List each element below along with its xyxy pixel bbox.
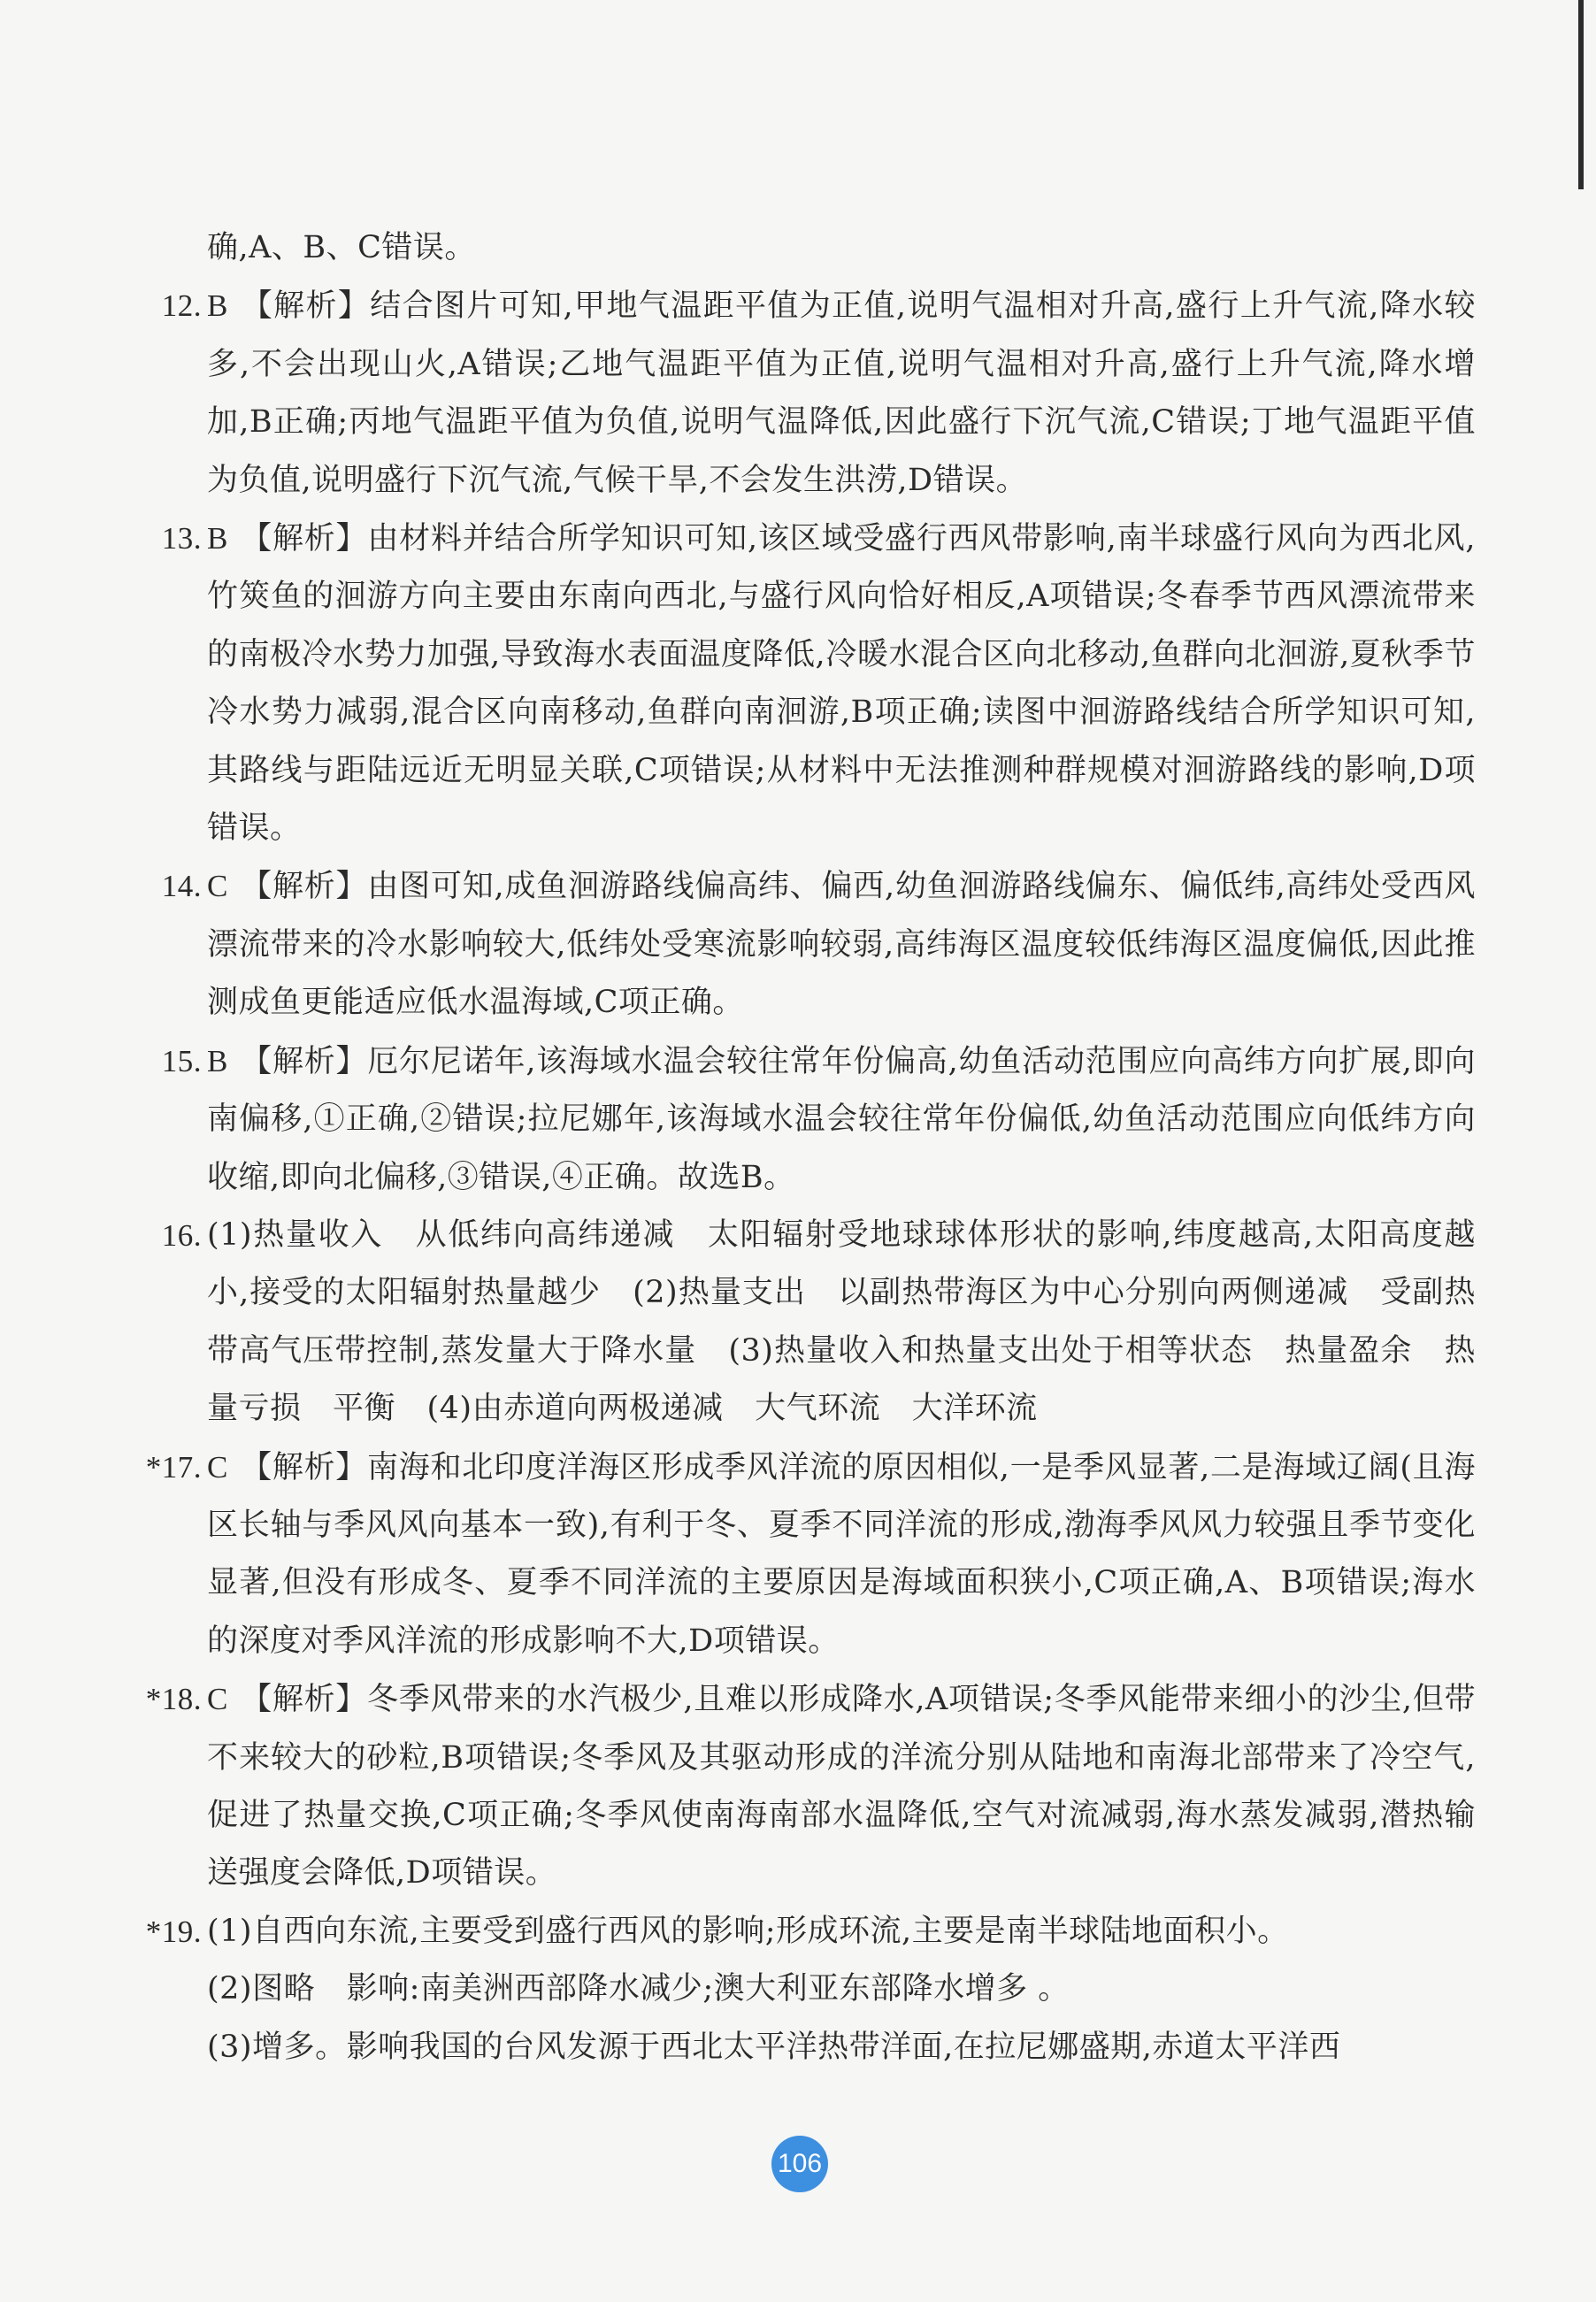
answer-content xyxy=(131,219,1476,2076)
item-explanation: 【解析】由图可知,成鱼洄游路线偏高纬、偏西,幼鱼洄游路线偏东、偏低纬,高纬处受西风漂流带来的冷水影响较大,低纬处受寒流影响较弱,高纬海区温度较低纬海区温度偏低,因此推测成鱼更能适应低水温海域,C项正确。 xyxy=(207,869,1476,1021)
item-explanation: 【解析】冬季风带来的水汽极少,且难以形成降水,A项错误;冬季风能带来细小的沙尘,但带不来较大的砂粒,B项错误;冬季风及其驱动形成的洋流分别从陆地和南海北部带来了冷空气,促进了热量交换,C项正确;冬季风使南海南部水温降低,空气对流减弱,海水蒸发减弱,潜热输送强度会降低,D项错误。 xyxy=(207,1682,1476,1891)
item-sub-part-2: (2)图略 影响:南美洲西部降水减少;澳大利亚东部降水增多 。 xyxy=(207,1971,1070,2007)
answer-item-14 xyxy=(131,857,1476,1032)
item-number: 14. xyxy=(161,869,202,904)
item-number: *18. xyxy=(145,1682,202,1717)
answer-item-19 xyxy=(131,1903,1476,2076)
page-number-badge: 106 xyxy=(771,2136,828,2192)
item-number: *17. xyxy=(145,1449,202,1485)
answer-item-12 xyxy=(131,277,1476,510)
item-number: 13. xyxy=(161,521,202,556)
item-sub-part-3: (3)增多。影响我国的台风发源于西北太平洋热带洋面,在拉尼娜盛期,赤道太平洋西 xyxy=(207,2029,1341,2065)
item-number: 16. xyxy=(161,1217,202,1253)
page-edge-line xyxy=(1578,0,1584,189)
carry-over-line xyxy=(131,219,1476,277)
item-answer: C xyxy=(207,1682,228,1717)
answer-item-17 xyxy=(131,1439,1476,1671)
answer-item-16 xyxy=(131,1207,1476,1439)
item-explanation: 【解析】由材料并结合所学知识可知,该区域受盛行西风带影响,南半球盛行风向为西北风,竹筴鱼的洄游方向主要由东南向西北,与盛行风向恰好相反,A项错误;冬春季节西风漂流带来的南极冷水势力加强,导致海水表面温度降低,冷暖水混合区向北移动,鱼群向北洄游,夏秋季节冷水势力减弱,混合区向南移动,鱼群向南洄游,B项正确;读图中洄游路线结合所学知识可知,其路线与距陆远近无明显关联,C项错误;从材料中无法推测种群规模对洄游路线的影响,D项错误。 xyxy=(207,521,1476,847)
item-answer: C xyxy=(207,1449,228,1485)
carry-over-text: 确,A、B、C错误。 xyxy=(207,230,476,265)
answer-item-18 xyxy=(131,1670,1476,1903)
item-explanation: 【解析】结合图片可知,甲地气温距平值为正值,说明气温相对升高,盛行上升气流,降水较多,不会出现山火,A错误;乙地气温距平值为正值,说明气温相对升高,盛行上升气流,降水增加,B正确;丙地气温距平值为负值,说明气温降低,因此盛行下沉气流,C错误;丁地气温距平值为负值,说明盛行下沉气流,气候干旱,不会发生洪涝,D错误。 xyxy=(207,288,1476,498)
item-explanation: 【解析】南海和北印度洋海区形成季风洋流的原因相似,一是季风显著,二是海域辽阔(且海区长轴与季风风向基本一致),有利于冬、夏季不同洋流的形成,渤海季风风力较强且季节变化显著,但没有形成冬、夏季不同洋流的主要原因是海域面积狭小,C项正确,A、B项错误;海水的深度对季风洋流的形成影响不大,D项错误。 xyxy=(207,1449,1476,1659)
answer-item-15 xyxy=(131,1032,1476,1207)
item-answer: B xyxy=(207,1043,228,1078)
item-answer: B xyxy=(207,521,228,556)
item-answer: C xyxy=(207,869,228,904)
item-explanation: (1)热量收入 从低纬向高纬递减 太阳辐射受地球球体形状的影响,纬度越高,太阳高度越小,接受的太阳辐射热量越少 (2)热量支出 以副热带海区为中心分别向两侧递减 受副热带高气压带控制,蒸发量大于降水量 (3)热量收入和热量支出处于相等状态 热量盈余 热量亏损 平衡 (4)由赤道向两极递减 大气环流 大洋环流 xyxy=(207,1216,1476,1427)
item-number: 12. xyxy=(161,288,202,324)
item-answer: B xyxy=(207,288,228,324)
item-explanation: 【解析】厄尔尼诺年,该海域水温会较往常年份偏高,幼鱼活动范围应向高纬方向扩展,即向南偏移,①正确,②错误;拉尼娜年,该海域水温会较往常年份偏低,幼鱼活动范围应向低纬方向收缩,即向北偏移,③错误,④正确。故选B。 xyxy=(207,1043,1476,1195)
item-explanation: (1)自西向东流,主要受到盛行西风的影响;形成环流,主要是南半球陆地面积小。 xyxy=(207,1913,1289,1949)
answer-item-13 xyxy=(131,510,1476,857)
item-number: 15. xyxy=(161,1043,202,1078)
item-number: *19. xyxy=(145,1914,202,1949)
